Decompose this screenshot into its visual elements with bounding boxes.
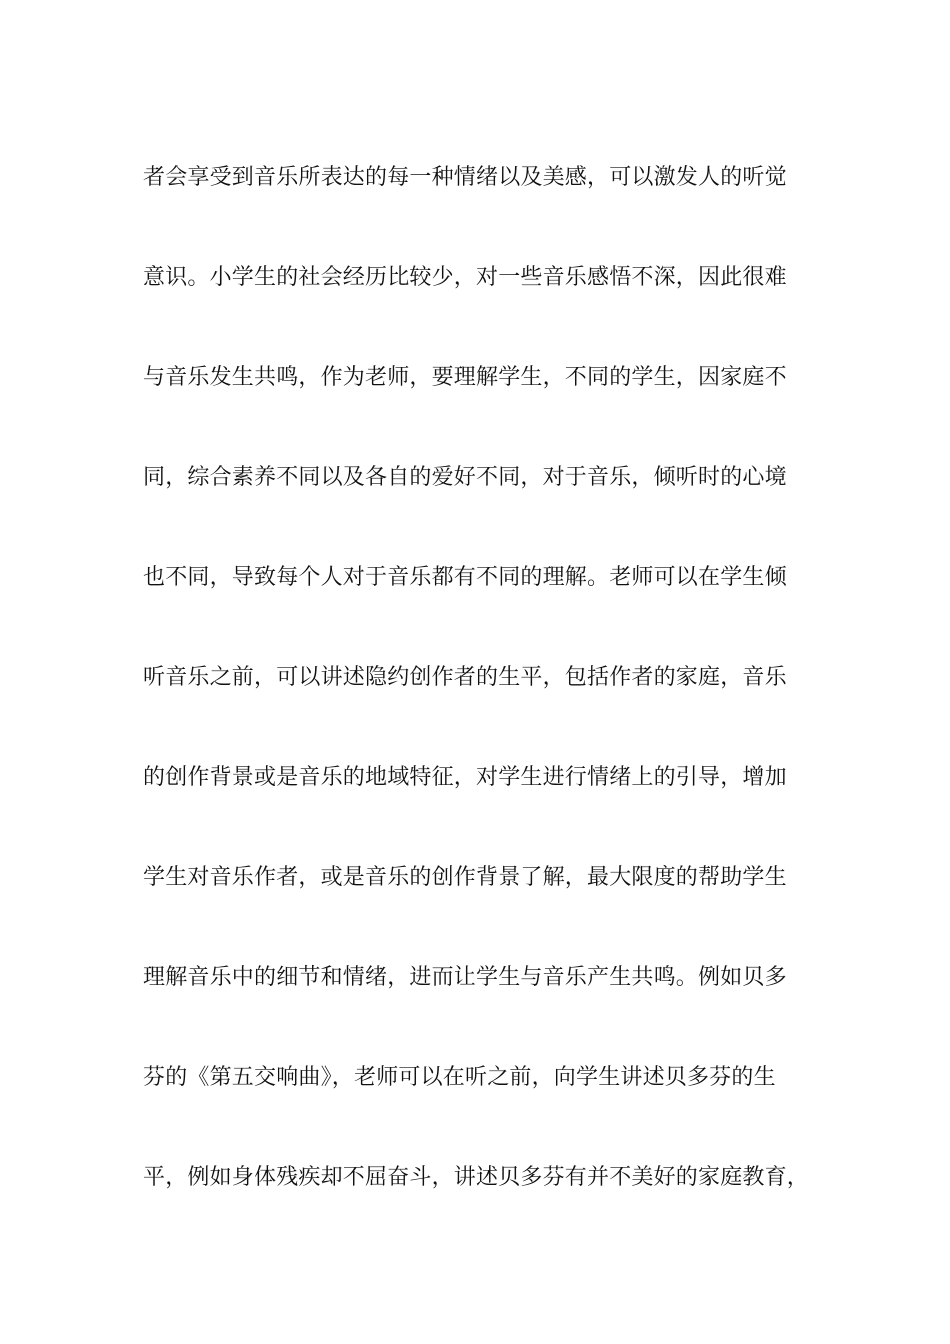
text-line-8: 学生对音乐作者，或是音乐的创作背景了解，最大限度的帮助学生	[143, 865, 787, 890]
text-line-5: 也不同，导致每个人对于音乐都有不同的理解。老师可以在学生倾	[143, 565, 787, 590]
text-line-4: 同，综合素养不同以及各自的爱好不同，对于音乐，倾听时的心境	[143, 465, 787, 490]
text-line-9: 理解音乐中的细节和情绪，进而让学生与音乐产生共鸣。例如贝多	[143, 965, 787, 990]
text-line-3: 与音乐发生共鸣，作为老师，要理解学生，不同的学生，因家庭不	[143, 365, 787, 390]
body-text	[143, 128, 833, 1228]
text-line-7: 的创作背景或是音乐的地域特征，对学生进行情绪上的引导，增加	[143, 765, 787, 790]
text-line-2: 意识。小学生的社会经历比较少，对一些音乐感悟不深，因此很难	[143, 265, 787, 290]
text-line-6: 听音乐之前，可以讲述隐约创作者的生平，包括作者的家庭，音乐	[143, 665, 787, 690]
text-line-10: 芬的《第五交响曲》，老师可以在听之前，向学生讲述贝多芬的生	[143, 1065, 776, 1090]
text-line-11: 平，例如身体残疾却不屈奋斗，讲述贝多芬有并不美好的家庭教育，	[143, 1165, 810, 1190]
text-line-1: 者会享受到音乐所表达的每一种情绪以及美感，可以激发人的听觉	[143, 165, 787, 190]
